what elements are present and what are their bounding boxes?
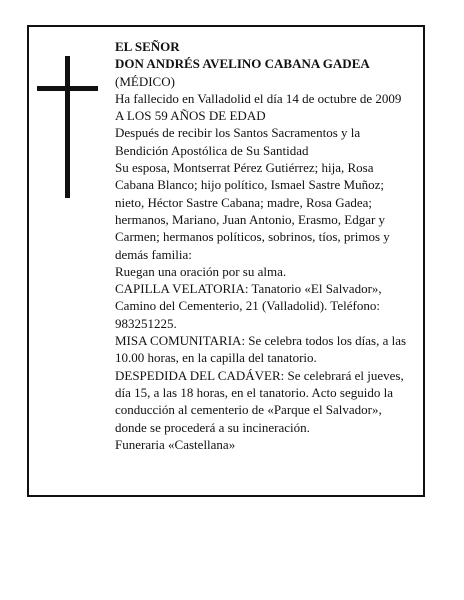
funeral-home: Funeraria «Castellana» [115,436,236,452]
cross-icon [65,56,70,198]
chapel-info: CAPILLA VELATORIA: Tanatorio «El Salvador», Camino del Cementerio, 21 (Valladolid). Teléfono: 983251225. [115,281,382,331]
obituary-text [115,38,415,453]
deceased-name: DON ANDRÉS AVELINO CABANA GADEA [115,56,370,72]
age-statement: A LOS 59 AÑOS DE EDAD [115,108,266,124]
cross-icon-arm [37,86,98,91]
sacraments-statement: Después de recibir los Santos Sacramentos y la Bendición Apostólica de Su Santidad [115,125,361,158]
mass-info: MISA COMUNITARIA: Se celebra todos los días, a las 10.00 horas, en la capilla del tanatorio. [115,333,407,366]
death-statement: Ha fallecido en Valladolid el día 14 de octubre de 2009 [115,90,402,106]
deceased-profession: (MÉDICO) [115,73,175,89]
farewell-info: DESPEDIDA DEL CADÁVER: Se celebrará el jueves, día 15, a las 18 horas, en el tanatorio. Acto seguido la conducción al cementerio de «Parque el Salvador», donde se procederá a su incineración. [115,367,404,435]
prayer-request: Ruegan una oración por su alma. [115,263,287,279]
family-list: Su esposa, Montserrat Pérez Gutiérrez; hija, Rosa Cabana Blanco; hijo político, Ismael Sastre Muñoz; nieto, Héctor Sastre Cabana; madre, Rosa Gadea; hermanos, Mariano, Juan Antonio, Erasmo, Edgar y Carmen; hermanos políticos, sobrinos, tíos, primos y demás familia: [115,160,390,262]
notice-title: EL SEÑOR [115,39,180,54]
